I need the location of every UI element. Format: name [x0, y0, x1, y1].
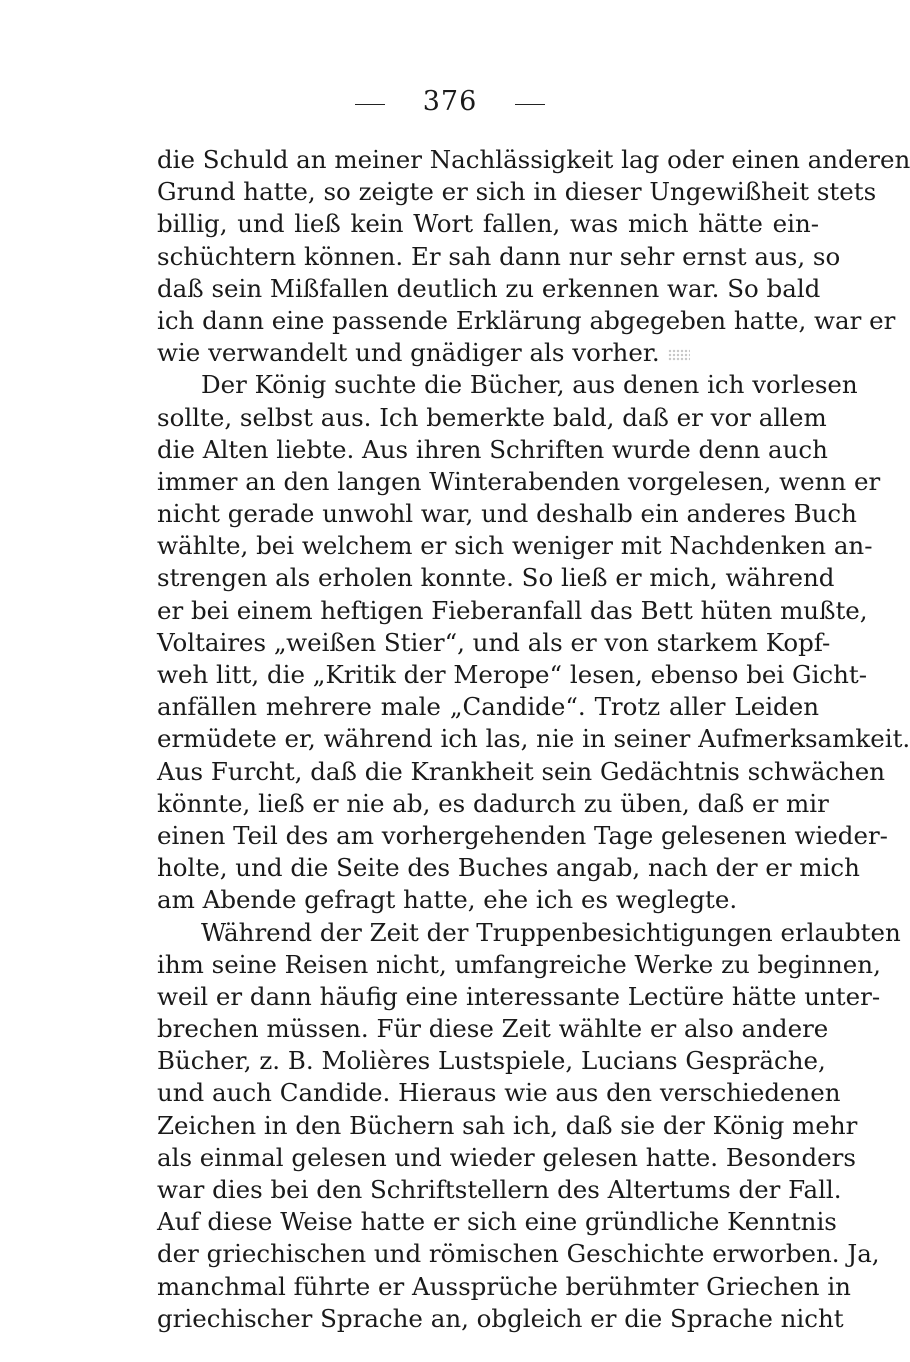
text-line-paragraph-start: Während der Zeit der Truppenbesichtigungen erlaubten [201, 917, 901, 947]
header-dash-left [355, 104, 385, 105]
text-line-content: wie verwandelt und gnädiger als vorher. [157, 338, 660, 368]
text-line: der griechischen und römischen Geschichte erworben. Ja, [157, 1239, 880, 1269]
text-line: nicht gerade unwohl war, und deshalb ein anderes Buch [157, 499, 857, 529]
text-line: griechischer Sprache an, obgleich er die Sprache nicht [157, 1303, 844, 1333]
text-line: anfällen mehrere male „Candide“. Trotz aller Leiden [157, 692, 819, 722]
text-line: die Schuld an meiner Nachlässigkeit lag oder einen anderen [157, 145, 910, 174]
text-line: Grund hatte, so zeigte er sich in dieser Ungewißheit stets [157, 177, 877, 207]
print-speck [668, 349, 690, 361]
text-line: holte, und die Seite des Buches angab, nach der er mich [157, 853, 860, 883]
text-line: ermüdete er, während ich las, nie in seiner Aufmerksamkeit. [157, 724, 910, 754]
text-line: weh litt, die „Kritik der Merope“ lesen, ebenso bei Gicht- [157, 660, 868, 689]
text-line: manchmal führte er Aussprüche berühmter Griechen in [157, 1271, 851, 1301]
text-line: schüchtern können. Er sah dann nur sehr ernst aus, so [157, 241, 841, 271]
text-line: als einmal gelesen und wieder gelesen hatte. Besonders [157, 1142, 856, 1172]
text-line: er bei einem heftigen Fieberanfall das Bett hüten mußte, [157, 595, 868, 625]
text-line: Zeichen in den Büchern sah ich, daß sie der König mehr [157, 1110, 858, 1140]
text-line: Aus Furcht, daß die Krankheit sein Gedächtnis schwächen [157, 756, 886, 786]
text-line-paragraph-end [157, 337, 819, 369]
text-line: strengen als erholen konnte. So ließ er mich, während [157, 563, 835, 593]
page-number: 376 [422, 86, 478, 117]
text-line: war dies bei den Schriftstellern des Altertums der Fall. [157, 1175, 842, 1204]
text-line: die Alten liebte. Aus ihren Schriften wurde denn auch [157, 434, 828, 464]
text-line: ich dann eine passende Erklärung abgegeben hatte, war er [157, 305, 896, 335]
text-line-paragraph-start: Der König suchte die Bücher, aus denen ich vorlesen [201, 370, 858, 400]
text-line: billig, und ließ kein Wort fallen, was mich hätte ein- [157, 209, 819, 239]
text-line: weil er dann häufig eine interessante Lectüre hätte unter- [157, 981, 881, 1011]
text-line: wählte, bei welchem er sich weniger mit Nachdenken an- [157, 531, 873, 561]
body-text [157, 144, 910, 1335]
text-line: Voltaires „weißen Stier“, und als er von starkem Kopf- [157, 627, 831, 657]
text-line: ihm seine Reisen nicht, umfangreiche Werke zu beginnen, [157, 949, 881, 979]
text-line: immer an den langen Winterabenden vorgelesen, wenn er [157, 466, 881, 496]
text-line: Bücher, z. B. Molières Lustspiele, Lucians Gespräche, [157, 1046, 826, 1076]
header-dash-right [515, 104, 545, 105]
text-line: brechen müssen. Für diese Zeit wählte er also andere [157, 1014, 829, 1044]
text-line: einen Teil des am vorhergehenden Tage gelesenen wieder- [157, 820, 888, 850]
text-line: könnte, ließ er nie ab, es dadurch zu üben, daß er mir [157, 788, 829, 818]
text-line: daß sein Mißfallen deutlich zu erkennen war. So bald [157, 273, 821, 303]
page-header [0, 82, 900, 122]
text-line: Auf diese Weise hatte er sich eine gründliche Kenntnis [157, 1207, 837, 1237]
text-line: und auch Candide. Hieraus wie aus den verschiedenen [157, 1078, 841, 1108]
text-line: sollte, selbst aus. Ich bemerkte bald, daß er vor allem [157, 402, 827, 432]
text-line-paragraph-end: am Abende gefragt hatte, ehe ich es weglegte. [157, 885, 738, 915]
